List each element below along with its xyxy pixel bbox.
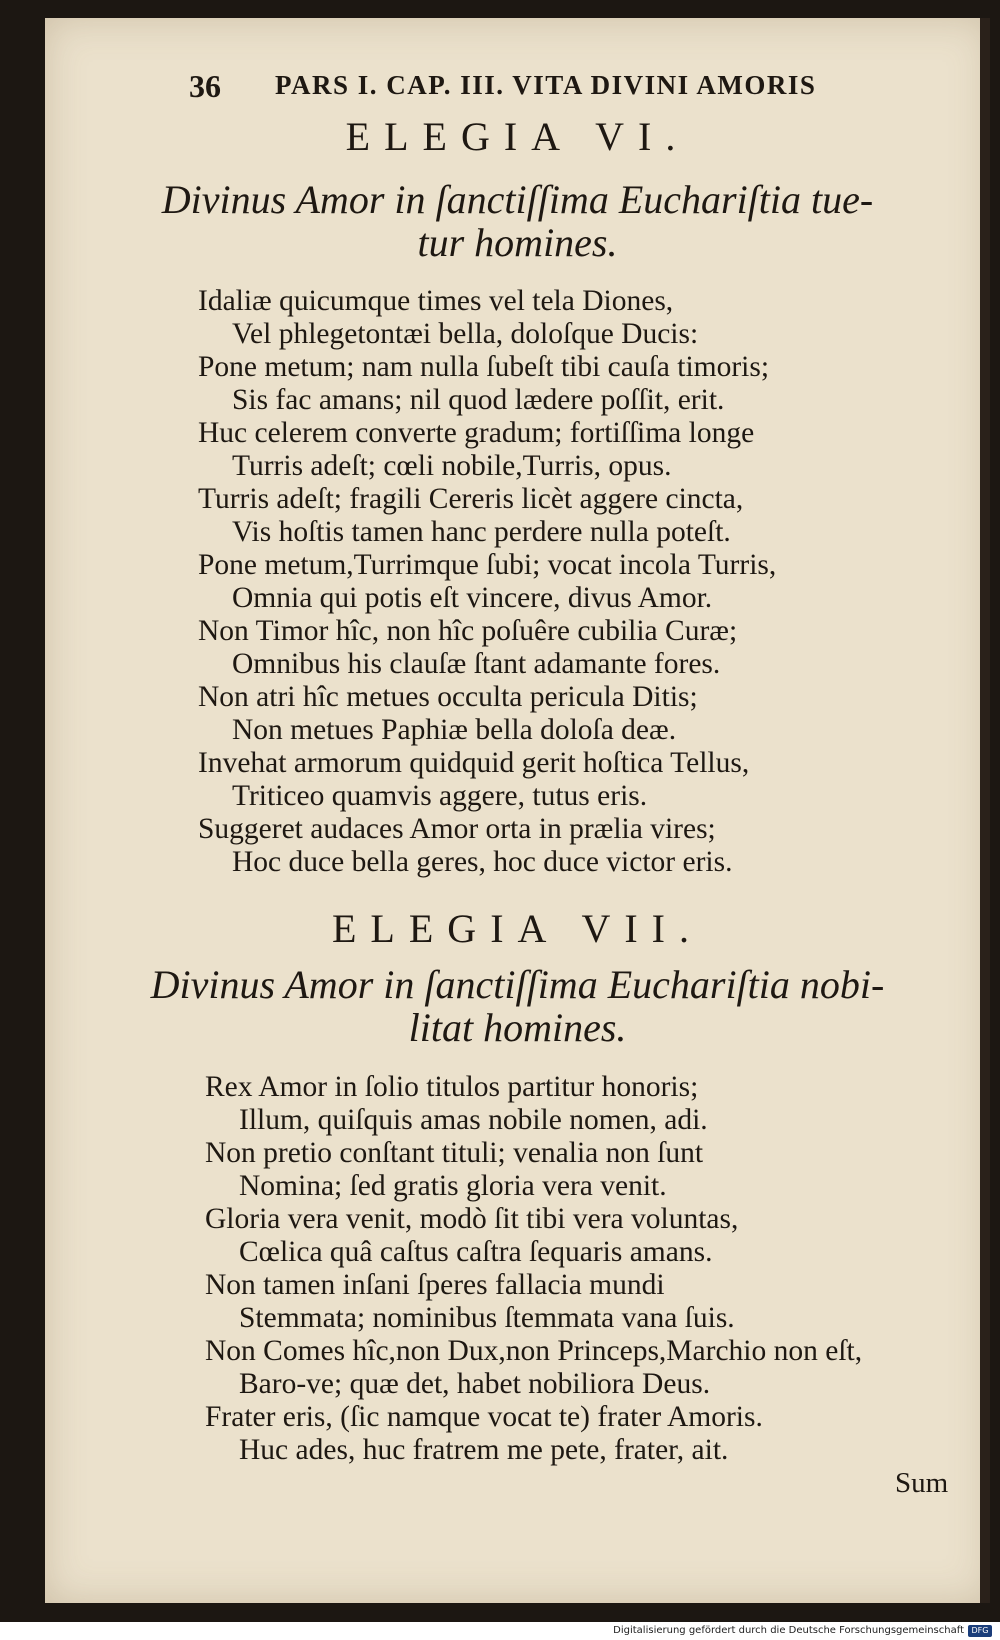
verse-line: Non atri hîc metues occulta pericula Ditis; bbox=[198, 681, 698, 713]
verse-line: Non Comes hîc,non Dux,non Princeps,Marchio non eſt, bbox=[205, 1335, 863, 1367]
elegy-7-subtitle-line: litat homines. bbox=[408, 1005, 627, 1051]
elegy-7-heading: ELEGIA VII. bbox=[332, 906, 703, 951]
verse-line: Nomina; ſed gratis gloria vera venit. bbox=[239, 1170, 667, 1202]
verse-line: Vel phlegetontæi bella, doloſque Ducis: bbox=[232, 318, 699, 350]
elegy-6-heading: ELEGIA VI. bbox=[345, 114, 690, 159]
elegy-7-subtitle-line: Divinus Amor in ſanctiſſima Euchariſtia nobi- bbox=[150, 962, 885, 1007]
verse-line: Omnia qui potis eſt vincere, divus Amor. bbox=[232, 582, 713, 614]
elegy-6-subtitle bbox=[45, 178, 990, 264]
page-number: 36 bbox=[189, 68, 221, 104]
verse-line: Non tamen inſani ſperes fallacia mundi bbox=[205, 1269, 665, 1301]
verse-line: Huc ades, huc fratrem me pete, frater, ait. bbox=[239, 1434, 729, 1466]
verse-line: Pone metum,Turrimque ſubi; vocat incola Turris, bbox=[198, 549, 777, 581]
verse-line: Non metues Paphiæ bella doloſa deæ. bbox=[232, 714, 677, 746]
catchword: Sum bbox=[895, 1467, 949, 1499]
verse-line: Omnibus his clauſæ ſtant adamante fores. bbox=[232, 648, 721, 680]
verse-line: Idaliæ quicumque times vel tela Diones, bbox=[198, 285, 674, 317]
digitization-credit: Digitalisierung gefördert durch die Deutsche Forschungsgemeinschaft bbox=[613, 1625, 964, 1636]
verse-line: Non Timor hîc, non hîc poſuêre cubilia Curæ; bbox=[198, 615, 738, 647]
verse-line: Turris adeſt; fragili Cereris licèt aggere cincta, bbox=[198, 483, 744, 515]
verse-line: Suggeret audaces Amor orta in prælia vires; bbox=[198, 813, 716, 845]
verse-line: Invehat armorum quidquid gerit hoſtica Tellus, bbox=[198, 747, 750, 779]
verse-line: Gloria vera venit, modò ſit tibi vera voluntas, bbox=[205, 1203, 739, 1235]
elegy-7-verses bbox=[205, 1071, 862, 1467]
verse-line: Turris adeſt; cœli nobile,Turris, opus. bbox=[232, 450, 672, 482]
verse-line: Cœlica quâ caſtus caſtra ſequaris amans. bbox=[239, 1236, 713, 1268]
verse-line: Non pretio conſtant tituli; venalia non ſunt bbox=[205, 1137, 704, 1169]
verse-line: Illum, quiſquis amas nobile nomen, adi. bbox=[239, 1104, 708, 1136]
verse-line: Pone metum; nam nulla ſubeſt tibi cauſa timoris; bbox=[198, 351, 770, 383]
elegy-6-verses bbox=[198, 285, 776, 879]
verse-line: Triticeo quamvis aggere, tutus eris. bbox=[232, 780, 648, 812]
verse-line: Frater eris, (ſic namque vocat te) frater Amoris. bbox=[205, 1401, 763, 1433]
verse-line: Sis fac amans; nil quod lædere poſſit, erit. bbox=[232, 384, 725, 416]
elegy-6-subtitle-line: tur homines. bbox=[417, 220, 618, 266]
verse-line: Vis hoſtis tamen hanc perdere nulla poteſt. bbox=[232, 516, 731, 548]
verse-line: Hoc duce bella geres, hoc duce victor eris. bbox=[232, 846, 733, 878]
verse-line: Huc celerem converte gradum; fortiſſima longe bbox=[198, 417, 755, 449]
verse-line: Stemmata; nominibus ſtemmata vana ſuis. bbox=[239, 1302, 735, 1334]
dfg-logo: DFG bbox=[968, 1625, 992, 1637]
verse-line: Rex Amor in ſolio titulos partitur honoris; bbox=[205, 1071, 699, 1103]
running-head: PARS I. CAP. III. VITA DIVINI AMORIS bbox=[275, 70, 817, 100]
elegy-7-subtitle bbox=[45, 963, 990, 1049]
verse-line: Baro-ve; quæ det, habet nobiliora Deus. bbox=[239, 1368, 711, 1400]
elegy-6-subtitle-line: Divinus Amor in ſanctiſſima Euchariſtia tue- bbox=[161, 177, 874, 222]
